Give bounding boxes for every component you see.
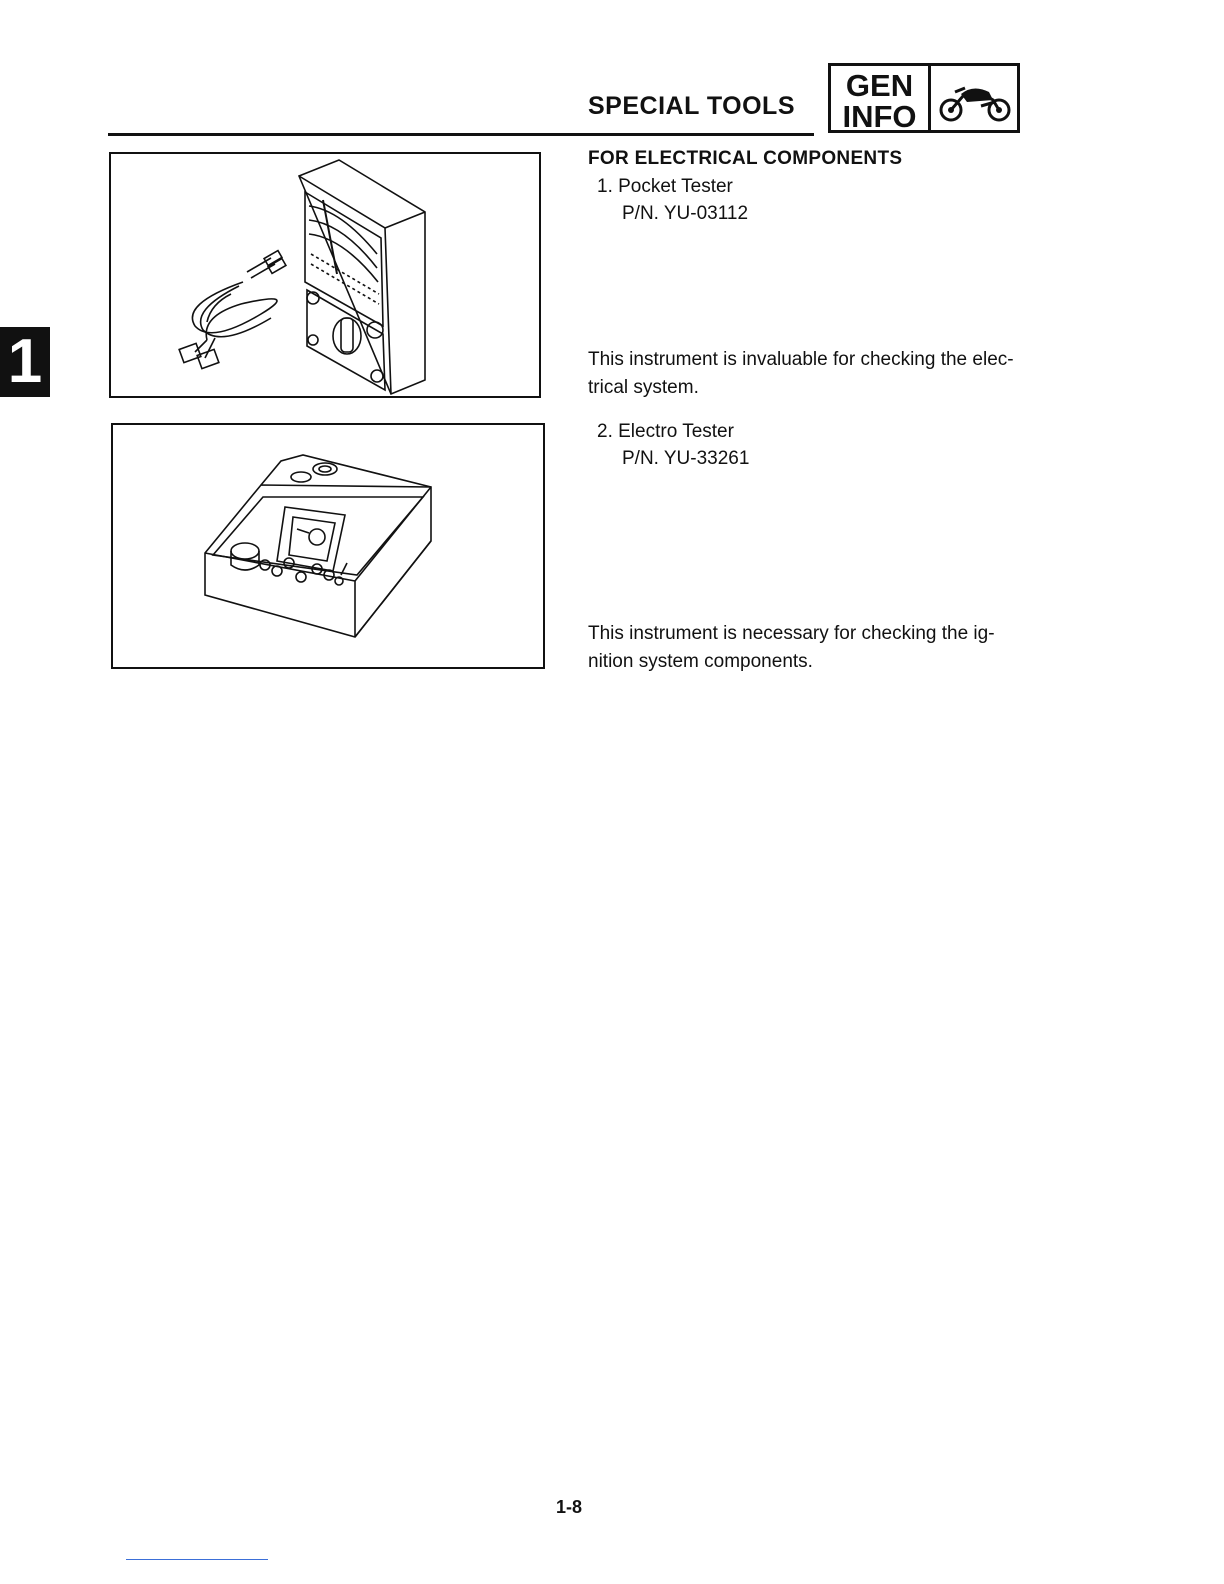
pocket-tester-illustration [111, 154, 543, 400]
tool-2-part-number: P/N. YU-33261 [622, 448, 750, 469]
gen-info-badge [828, 63, 1020, 133]
motorcycle-icon [933, 70, 1017, 128]
electro-tester-illustration [113, 425, 547, 671]
header-rule [108, 133, 814, 136]
tool-2-name: 2. Electro Tester [597, 421, 734, 442]
tool-2-description [588, 620, 1028, 676]
badge-line-1: GEN [845, 68, 914, 103]
badge-line-2: INFO [842, 99, 917, 134]
badge-label [831, 66, 931, 134]
tool-2-description-line-1: This instrument is necessary for checking the ig- [588, 623, 995, 644]
pocket-tester-figure [109, 152, 541, 398]
tool-1-part-number: P/N. YU-03112 [622, 203, 749, 224]
tool-2-description-line-2: nition system components. [588, 651, 813, 672]
chapter-tab: 1 [0, 327, 50, 397]
footer-rule [126, 1559, 268, 1560]
tool-1-description-line-1: This instrument is invaluable for checking the elec- [588, 349, 1014, 370]
tool-1-description [588, 346, 1028, 402]
page-number: 1-8 [556, 1497, 583, 1517]
page-title: SPECIAL TOOLS [588, 92, 796, 120]
electro-tester-figure [111, 423, 545, 669]
tool-1-description-line-2: trical system. [588, 377, 699, 398]
tool-1-name: 1. Pocket Tester [597, 176, 733, 197]
section-heading: FOR ELECTRICAL COMPONENTS [588, 148, 903, 169]
